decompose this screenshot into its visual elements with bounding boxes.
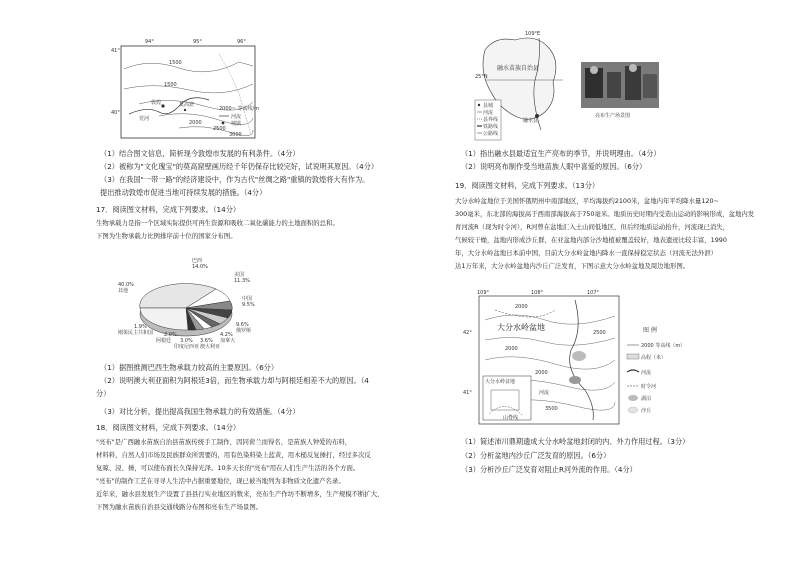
pie-label: 印度尼西亚 <box>174 344 200 350</box>
q17-item: （2）说明澳大利亚面积为阿根廷3倍，而生物承载力却与阿根廷相差不大的原因。（4 <box>100 376 369 385</box>
pie-label: 澳大利亚 <box>200 344 221 350</box>
material-line: 近年来，融水县发展生产设置了县县行实业地区的数来，亮布生产作坊不断增多，生产规模不断扩大， <box>96 490 384 498</box>
place-label: 莫高窟 <box>179 102 195 108</box>
q17-material <box>96 217 396 243</box>
q18-item: （1）指出融水县最适宜生产亮布的季节，并说明理由。（4分） <box>461 149 661 158</box>
material-line: 年，大分水岭盆地日本前中国，目前大分水岭盆地内降水一直保持稳定状态（河流无法外泄） <box>455 249 718 257</box>
pie-label: 刚果民主共和国 <box>118 330 154 336</box>
legend-item: 县城 <box>483 103 494 109</box>
material-line: 300毫米，东北部的海拔高于西南部海拔高于750毫米。地质历史时期内受造山运动的影响形成，盆地内发 <box>455 210 755 218</box>
contour-label: 2000 <box>515 304 528 310</box>
legend-item: 铁路线 <box>483 124 499 130</box>
pie-label: 4.2% <box>220 332 233 338</box>
liangbu-photo <box>581 62 659 120</box>
material-line: 育河流R（现为时令河），R河曾在盆地汇入土山间低地区，但后经地质运动抬升，河流现已消失， <box>455 223 730 231</box>
q19-heading: 19．阅读图文材料，完成下列要求。（13分） <box>455 181 600 190</box>
pie-label: 40.0% <box>118 282 134 288</box>
pie-label: 阿根廷 <box>156 338 172 344</box>
lon-label: 96° <box>237 39 246 45</box>
contour-label: 2500 <box>593 330 606 336</box>
city-label: 融水县 <box>523 118 539 124</box>
lat-label: 41° <box>111 48 120 54</box>
material-line: 下图为融水苗族自治县交通线路分布图和亮布生产场景图。 <box>96 503 263 511</box>
contour-label: 2000 <box>189 120 202 126</box>
legend-contour: 2000~ 等高线/m <box>219 106 260 112</box>
lon-label: 109°E <box>525 31 541 37</box>
legend-item: 县界线 <box>483 117 499 123</box>
pie-label: 9.5% <box>242 302 255 308</box>
q16-item: （3）在我国"一带一路"的经济建设中，作为古代"丝绸之路"重镇的敦煌将大有作为。 <box>100 175 370 184</box>
lon-label: 108° <box>531 290 544 296</box>
lon-label: 95° <box>193 39 202 45</box>
lon-label: 94° <box>145 39 154 45</box>
q17-item: （3）对比分析，提出提高我国生物承载力的有效措施。（4分） <box>100 407 300 416</box>
lat-label: 25°N <box>475 74 488 80</box>
material-line: 复晾、浸、捶，可以使布面长久保持光泽。10多天长的"亮布"用在人们生产生活的各个方面。 <box>96 464 360 472</box>
q16-item: （2）被称为"文化瑰宝"的莫高窟壁画历经千年仍保存比较完好，试说明其原因。（4分） <box>100 162 379 171</box>
contour-label: 1500 <box>164 82 177 88</box>
pie-label: 9.6% <box>236 322 249 328</box>
material-line: 大分水岭盆地位于美国怀俄明州中南部地区，平均海拔约2100米，盆地内年平均降水量120~ <box>455 197 719 205</box>
biocapacity-pie-chart <box>116 256 276 356</box>
q17-item: 分） <box>96 389 111 398</box>
river-label: 河流 <box>539 390 550 396</box>
rongshui-map <box>475 30 575 142</box>
q18-item: （2）说明亮布制作受当地苗族人眼中喜爱的原因。（6分） <box>461 162 647 171</box>
material-line: 达1万年来，大分水岭盆地内沙丘广泛发育，下图示意大分水岭盆地及周边地形图。 <box>455 262 690 270</box>
inset-sublabel: 山脊线 <box>503 415 519 421</box>
contour-label: 3000 <box>229 132 242 138</box>
legend-title: 图 例 <box>643 327 657 334</box>
place-label: 敦煌 <box>151 100 162 106</box>
pie-label: 11.3% <box>234 278 250 284</box>
q19-item: （2）分析盆地内沙丘广泛发育的原因。（6分） <box>461 451 611 460</box>
legend-city: 城镇 <box>231 121 242 127</box>
q17-item: （1）据图推测巴西生物承载力较高的主要原因。（6分） <box>100 363 279 372</box>
q18-heading: 18．阅读图文材料，完成下列要求。（14分） <box>96 423 241 432</box>
pie-label: 俄罗斯 <box>236 328 252 334</box>
contour-label: 3500 <box>545 406 558 412</box>
lat-label: 41° <box>463 390 472 396</box>
pie-label: 2.0% <box>164 332 177 338</box>
material-line: 下图为生物承载力比例排序前十位的国家分布图。 <box>96 232 237 240</box>
contour-label: 2500 <box>213 126 226 132</box>
legend-item: 河流 <box>483 110 494 116</box>
q19-item: （3）分析沙丘广泛发育对阻止R河外流的作用。（4分） <box>461 465 637 474</box>
pie-label: 美国 <box>234 272 245 278</box>
q18-material <box>96 436 396 514</box>
pie-label: 3.6% <box>200 338 213 344</box>
q19-material <box>455 195 770 273</box>
legend-item: 时令河 <box>641 384 657 390</box>
material-line: "亮布"是广西融水苗族自治县苗族传统手工制作，因同荷兰而得名，是苗族人钟爱的布料， <box>96 438 352 446</box>
contour-label: 1500 <box>169 60 182 66</box>
pie-label: 3.0% <box>180 338 193 344</box>
place-label: 党河 <box>139 116 150 122</box>
dunhuang-map <box>111 39 275 142</box>
q16-item: （1）结合图文信息，简析现今敦煌市发展的有利条件。（4分） <box>100 149 300 158</box>
material-line: "亮布"的制作工艺在寻寻人生活中占据重要地位，现已被当地列为非物质文化遗产名录。 <box>96 477 345 485</box>
right-column <box>455 0 770 562</box>
region-label: 融水苗族自治县 <box>497 65 540 72</box>
pie-label: 巴西 <box>192 258 203 264</box>
material-line: 材料料，自然人们市场及民族群众所需要的，用有色染料染上蓝黄，用木槌反复捶打，经过多次反 <box>96 451 371 459</box>
lat-label: 42° <box>463 330 472 336</box>
great-divide-basin-map <box>463 290 686 430</box>
basin-label: 大分水岭盆地 <box>497 323 545 332</box>
q17-heading: 17．阅读图文材料，完成下列要求。（14分） <box>96 205 241 214</box>
contour-label: 2000 <box>505 346 518 352</box>
legend-item: 沙丘 <box>641 408 652 414</box>
legend-river: 河流 <box>231 114 242 120</box>
material-line: 生物承载力是指一个区域实际提供可再生资源和吸收二氧化碳能力的土地面积的总和。 <box>96 219 339 227</box>
q16-item: 提出推动敦煌市促进当地可持续发展的措施。（4分） <box>100 188 267 197</box>
q19-item: （1）简述沛川鼎期遗成大分水岭盆地封闭的内、外力作用过程。（3分） <box>461 437 690 446</box>
pie-label: 14.0% <box>192 264 208 270</box>
pie-label: 1.9% <box>134 324 147 330</box>
legend-item: 公路线 <box>483 131 499 137</box>
material-line: 气候较干燥，盆地内形成沙丘群，在亚盆地内部分沙地植被覆盖较好，地表遗迹比较丰富，1990 <box>455 236 727 244</box>
legend-item: 湖泊 <box>641 396 652 402</box>
contour-label: 2000 <box>535 370 548 376</box>
legend-item: 2000 等高线（m） <box>641 343 686 349</box>
pie-label: 中国 <box>242 296 253 302</box>
lon-label: 107° <box>587 290 600 296</box>
inset-label: 大分水岭盆地 <box>485 379 516 385</box>
legend-item: 高程（米） <box>641 355 667 361</box>
pie-label: 加拿大 <box>220 338 236 344</box>
left-column <box>96 0 396 562</box>
lat-label: 40° <box>111 110 120 116</box>
lon-label: 109° <box>477 290 490 296</box>
pie-label: 其他 <box>118 288 129 294</box>
photo-caption: 亮布生产场景图 <box>595 113 631 119</box>
legend-item: 河流 <box>641 370 652 376</box>
